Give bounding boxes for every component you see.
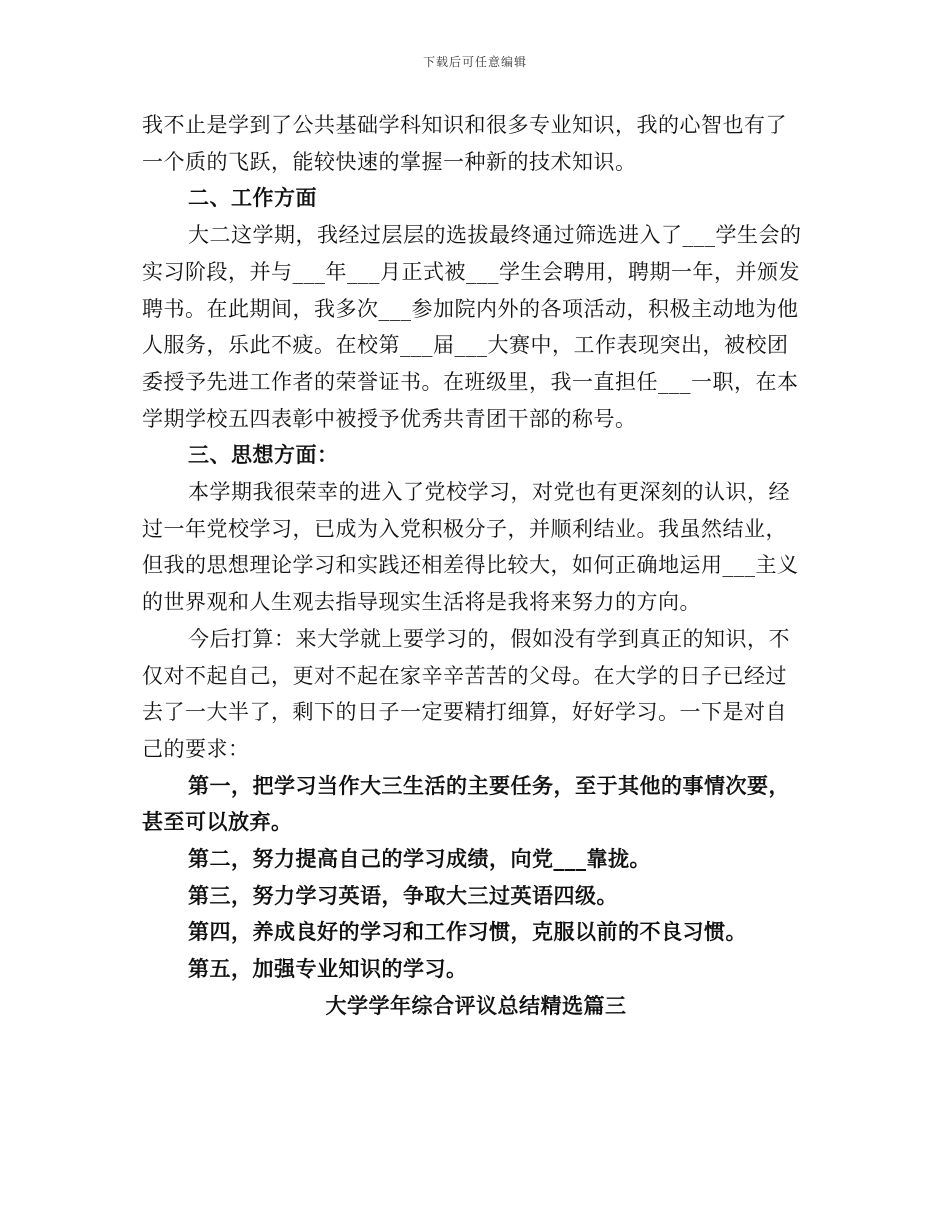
text-line: 但我的思想理论学习和实践还相差得比较大，如何正确地运用___主义 (142, 553, 799, 578)
text-line: 去了一大半了，剩下的日子一定要精打细算，好好学习。一下是对自 (142, 700, 787, 725)
text-line: 本学期我很荣幸的进入了党校学习，对党也有更深刻的认识，经 (188, 480, 790, 505)
text-line: 学期学校五四表彰中被授予优秀共青团干部的称号。 (142, 406, 637, 431)
goal-list (142, 768, 810, 988)
goal-item-1-continued: 甚至可以放弃。 (142, 809, 293, 835)
text-line: 人服务，乐此不疲。在校第___届___大赛中，工作表现突出，被校团 (142, 333, 789, 358)
page-header: 下载后可任意编辑 (422, 55, 527, 69)
goal-item-4: 第四，养成良好的学习和工作习惯，克服以前的不良习惯。 (188, 919, 747, 945)
paragraph-future-plans (142, 621, 810, 768)
goal-item-2: 第二，努力提高自己的学习成绩，向党___靠拢。 (188, 846, 651, 872)
paragraph-study-summary (142, 107, 810, 180)
goal-item-1: 第一，把学习当作大三生活的主要任务，至于其他的事情次要， (188, 772, 790, 798)
section-heading-work: 二、工作方面 (188, 185, 317, 211)
goal-item-3: 第三，努力学习英语，争取大三过英语四级。 (188, 882, 618, 908)
text-line: 我不止是学到了公共基础学科知识和很多专业知识，我的心智也有了 (142, 113, 787, 137)
text-line: 一个质的飞跃，能较快速的掌握一种新的技术知识。 (142, 149, 637, 174)
text-line: 大二这学期，我经过层层的选拔最终通过筛选进入了___学生会的 (188, 223, 802, 248)
text-line: 委授予先进工作者的荣誉证书。在班级里，我一直担任___一职，在本 (142, 369, 799, 394)
text-line: 仅对不起自己，更对不起在家辛辛苦苦的父母。在大学的日子已经过 (142, 663, 787, 688)
section-heading-thought: 三、思想方面： (188, 442, 339, 468)
text-line: 的世界观和人生观去指导现实生活将是我将来努力的方向。 (142, 590, 701, 615)
text-line: 己的要求： (142, 736, 250, 761)
text-line: 今后打算：来大学就上要学习的，假如没有学到真正的知识，不 (188, 626, 790, 651)
paragraph-thought (142, 474, 810, 621)
goal-item-5: 第五，加强专业知识的学习。 (188, 956, 468, 982)
text-line: 过一年党校学习，已成为入党积极分子，并顺利结业。我虽然结业， (142, 516, 787, 541)
next-section-title: 大学学年综合评议总结精选篇三 (325, 992, 627, 1018)
text-line: 实习阶段，并与___年___月正式被___学生会聘用，聘期一年，并颁发 (142, 259, 800, 284)
document-body (142, 107, 810, 1025)
paragraph-work (142, 217, 810, 437)
text-line: 聘书。在此期间，我多次___参加院内外的各项活动，积极主动地为他 (142, 296, 799, 321)
